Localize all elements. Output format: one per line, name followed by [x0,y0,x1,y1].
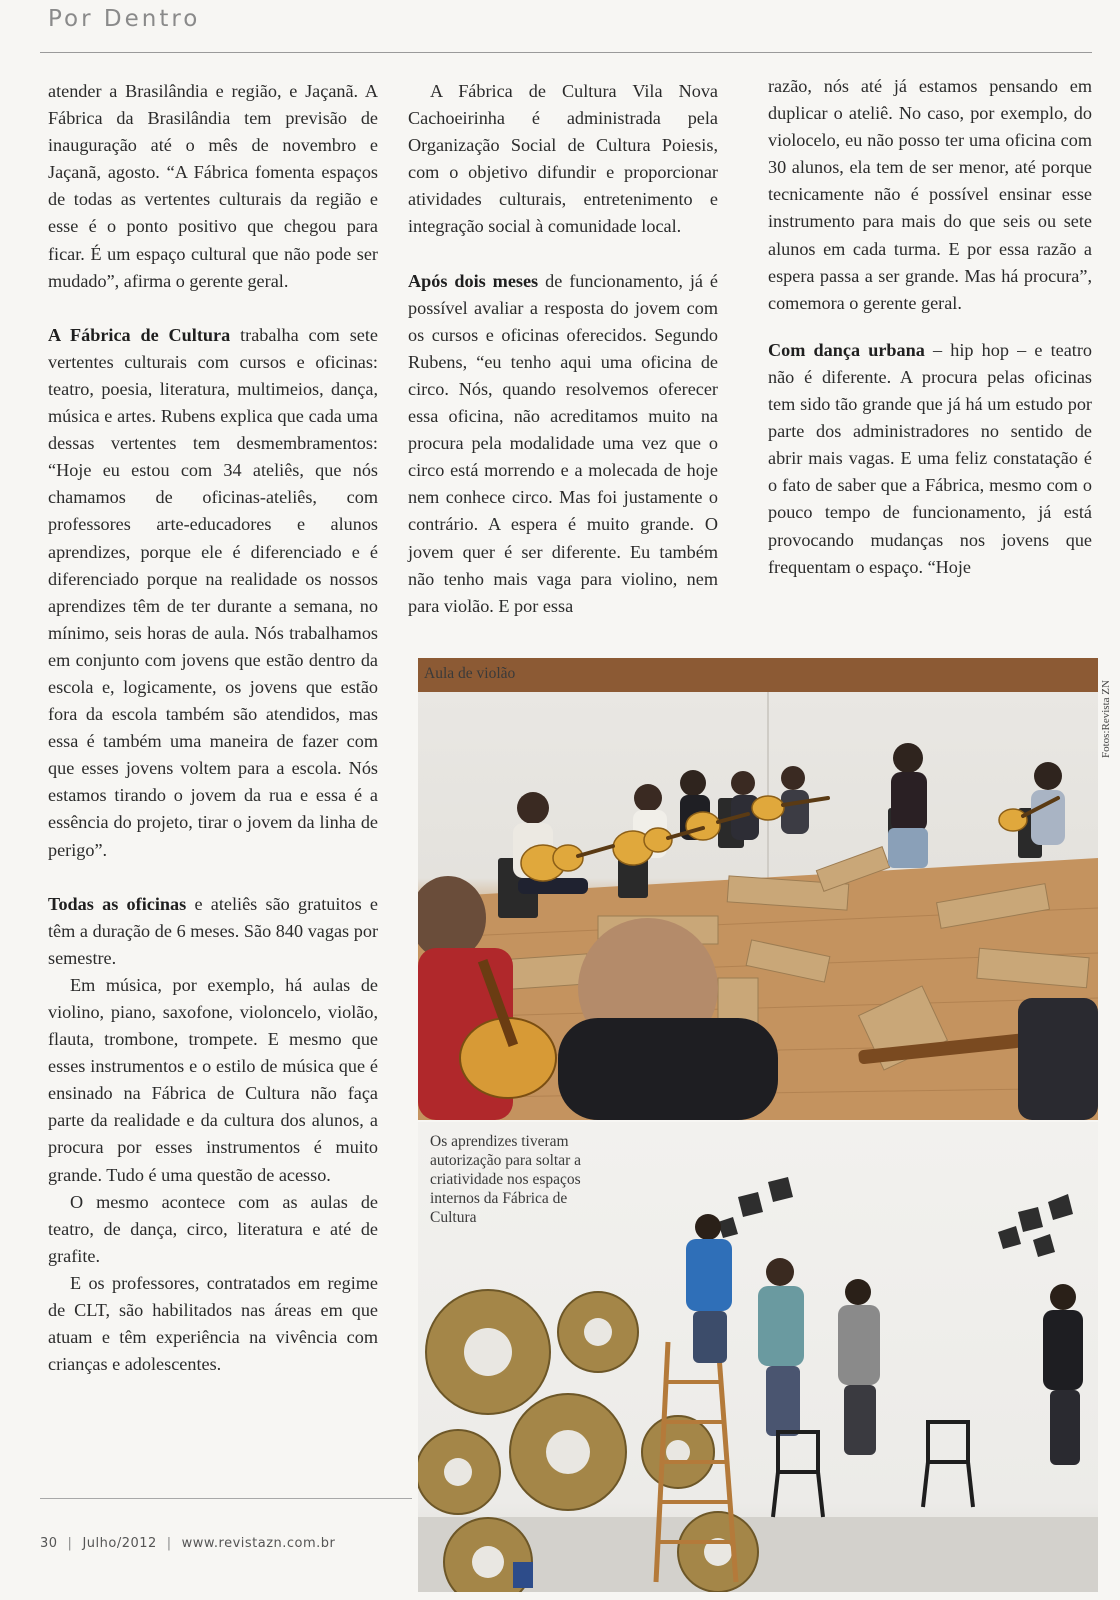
paragraph: Após dois meses de funcionamento, já é possível avaliar a resposta do jovem com os cursos e oficinas oferecidos. Segundo Rubens, “eu tenho aqui uma oficina de circo. Nós, quando resolvemos oferecer essa oficina, não acreditamos muito na procura pela modalidade uma vez que o circo está morrendo e a molecada de hoje nem conhece circo. Mas foi justamente o contrário. A espera é muito grande. O jovem quer é ser diferente. Eu também não tenho mais vaga para violino, nem para violão. E por essa [408,270,718,616]
guitar-class-illustration [418,658,1098,1120]
section-title: Por Dentro [48,6,201,32]
footer-divider [40,1498,412,1499]
paragraph: Em música, por exemplo, há aulas de violino, piano, saxofone, violoncelo, violão, flauta, trombone, trompete. E mesmo que esses instrumentos e o estilo de música que é ensinado na Fábrica de Cultura não faça parte da realidade e da cultura dos alunos, a procura por esses instrumentos é muito grande. Tudo é uma questão de acesso. [48,974,378,1185]
photo-credit: Fotos:Revista ZN [1100,680,1112,758]
lead-in: Após dois meses [408,270,539,291]
paragraph: razão, nós até já estamos pensando em duplicar o ateliê. No caso, por exemplo, do violocelo, eu não posso ter uma oficina com 30 alunos, ela tem de ser menor, até porque tecnicamente não é possível ensinar esse instrumento para mais do que seis ou sete alunos em cada turma. E por essa razão a espera passa a ser grande. Mas há procura”, comemora o gerente geral. [768,76,1092,313]
lead-in: Todas as oficinas [48,893,187,914]
paragraph: E os professores, contratados em regime de CLT, são habilitados nas áreas em que atuam e têm experiência na vivência com crianças e adolescentes. [48,1272,378,1375]
photo-caption: Aula de violão [424,665,516,682]
lead-in: A Fábrica de Cultura [48,324,231,345]
article-column-1 [48,78,378,1378]
lead-in: Com dança urbana [768,339,925,360]
page-number: 30 [40,1536,58,1551]
paragraph: atender a Brasilândia e região, e Jaçanã. A Fábrica da Brasilândia tem previsão de inauguração até o mês de novembro e Jaçanã, agosto. “A Fábrica fomenta espaços de todas as vertentes culturais da região e esse é o ponto positivo que chegou para ficar. É um espaço cultural que não pode ser mudado”, afirma o gerente geral. [48,81,378,291]
paragraph: A Fábrica de Cultura Vila Nova Cachoeirinha é administrada pela Organização Social de Cultura Poiesis, com o objetivo difundir e proporcionar atividades culturais, entretenimento e integração social à comunidade local. [408,81,718,237]
paragraph: A Fábrica de Cultura trabalha com sete vertentes culturais com cursos e oficinas: teatro, poesia, literatura, multimeios, dança, música e artes. Rubens explica que cada uma dessas vertentes tem desmembramentos: “Hoje eu estou com 34 ateliês, que nós chamamos de oficinas-ateliês, com professores arte-educadores e alunos aprendizes, porque ele é diferenciado e é diferenciado porque na realidade os nossos aprendizes têm de ter durante a semana, no mínimo, seis horas de aula. Nós trabalhamos em conjunto com jovens que estão dentro da escola e, logicamente, os jovens que estão fora da escola também são atendidos, mas essa é também uma maneira de fazer com que esses jovens voltem para a escola. Nós estamos tirando o jovem da rua e essa é a essência do projeto, tirar o jovem da linha de perigo”. [48,324,378,860]
article-column-3 [768,73,1092,581]
paragraph: O mesmo acontece com as aulas de teatro, de dança, circo, literatura e até de grafite. [48,1191,378,1266]
page-footer: 30 | Julho/2012 | www.revistazn.com.br [40,1536,336,1551]
guitar-class-photo [418,658,1098,1120]
paragraph: Todas as oficinas e ateliês são gratuitos e têm a duração de 6 meses. São 840 vagas por semestre. [48,893,378,968]
mural-painting-photo [418,1122,1098,1592]
article-column-2 [408,78,718,620]
header-divider [40,52,1092,53]
issue-date: Julho/2012 [82,1536,157,1551]
photo-caption: Os aprendizes tiveram autorização para soltar a criatividade nos espaços internos da Fábrica de Cultura [430,1133,582,1226]
paragraph: Com dança urbana – hip hop – e teatro não é diferente. A procura pelas oficinas tem sido tão grande que já há um estudo por parte dos administradores no sentido de abrir mais vagas. E uma feliz constatação é o fato de saber que a Fábrica, mesmo com o pouco tempo de funcionamento, já está provocando mudanças nos jovens que frequentam o espaço. “Hoje [768,339,1092,577]
website-link[interactable]: www.revistazn.com.br [181,1536,336,1551]
